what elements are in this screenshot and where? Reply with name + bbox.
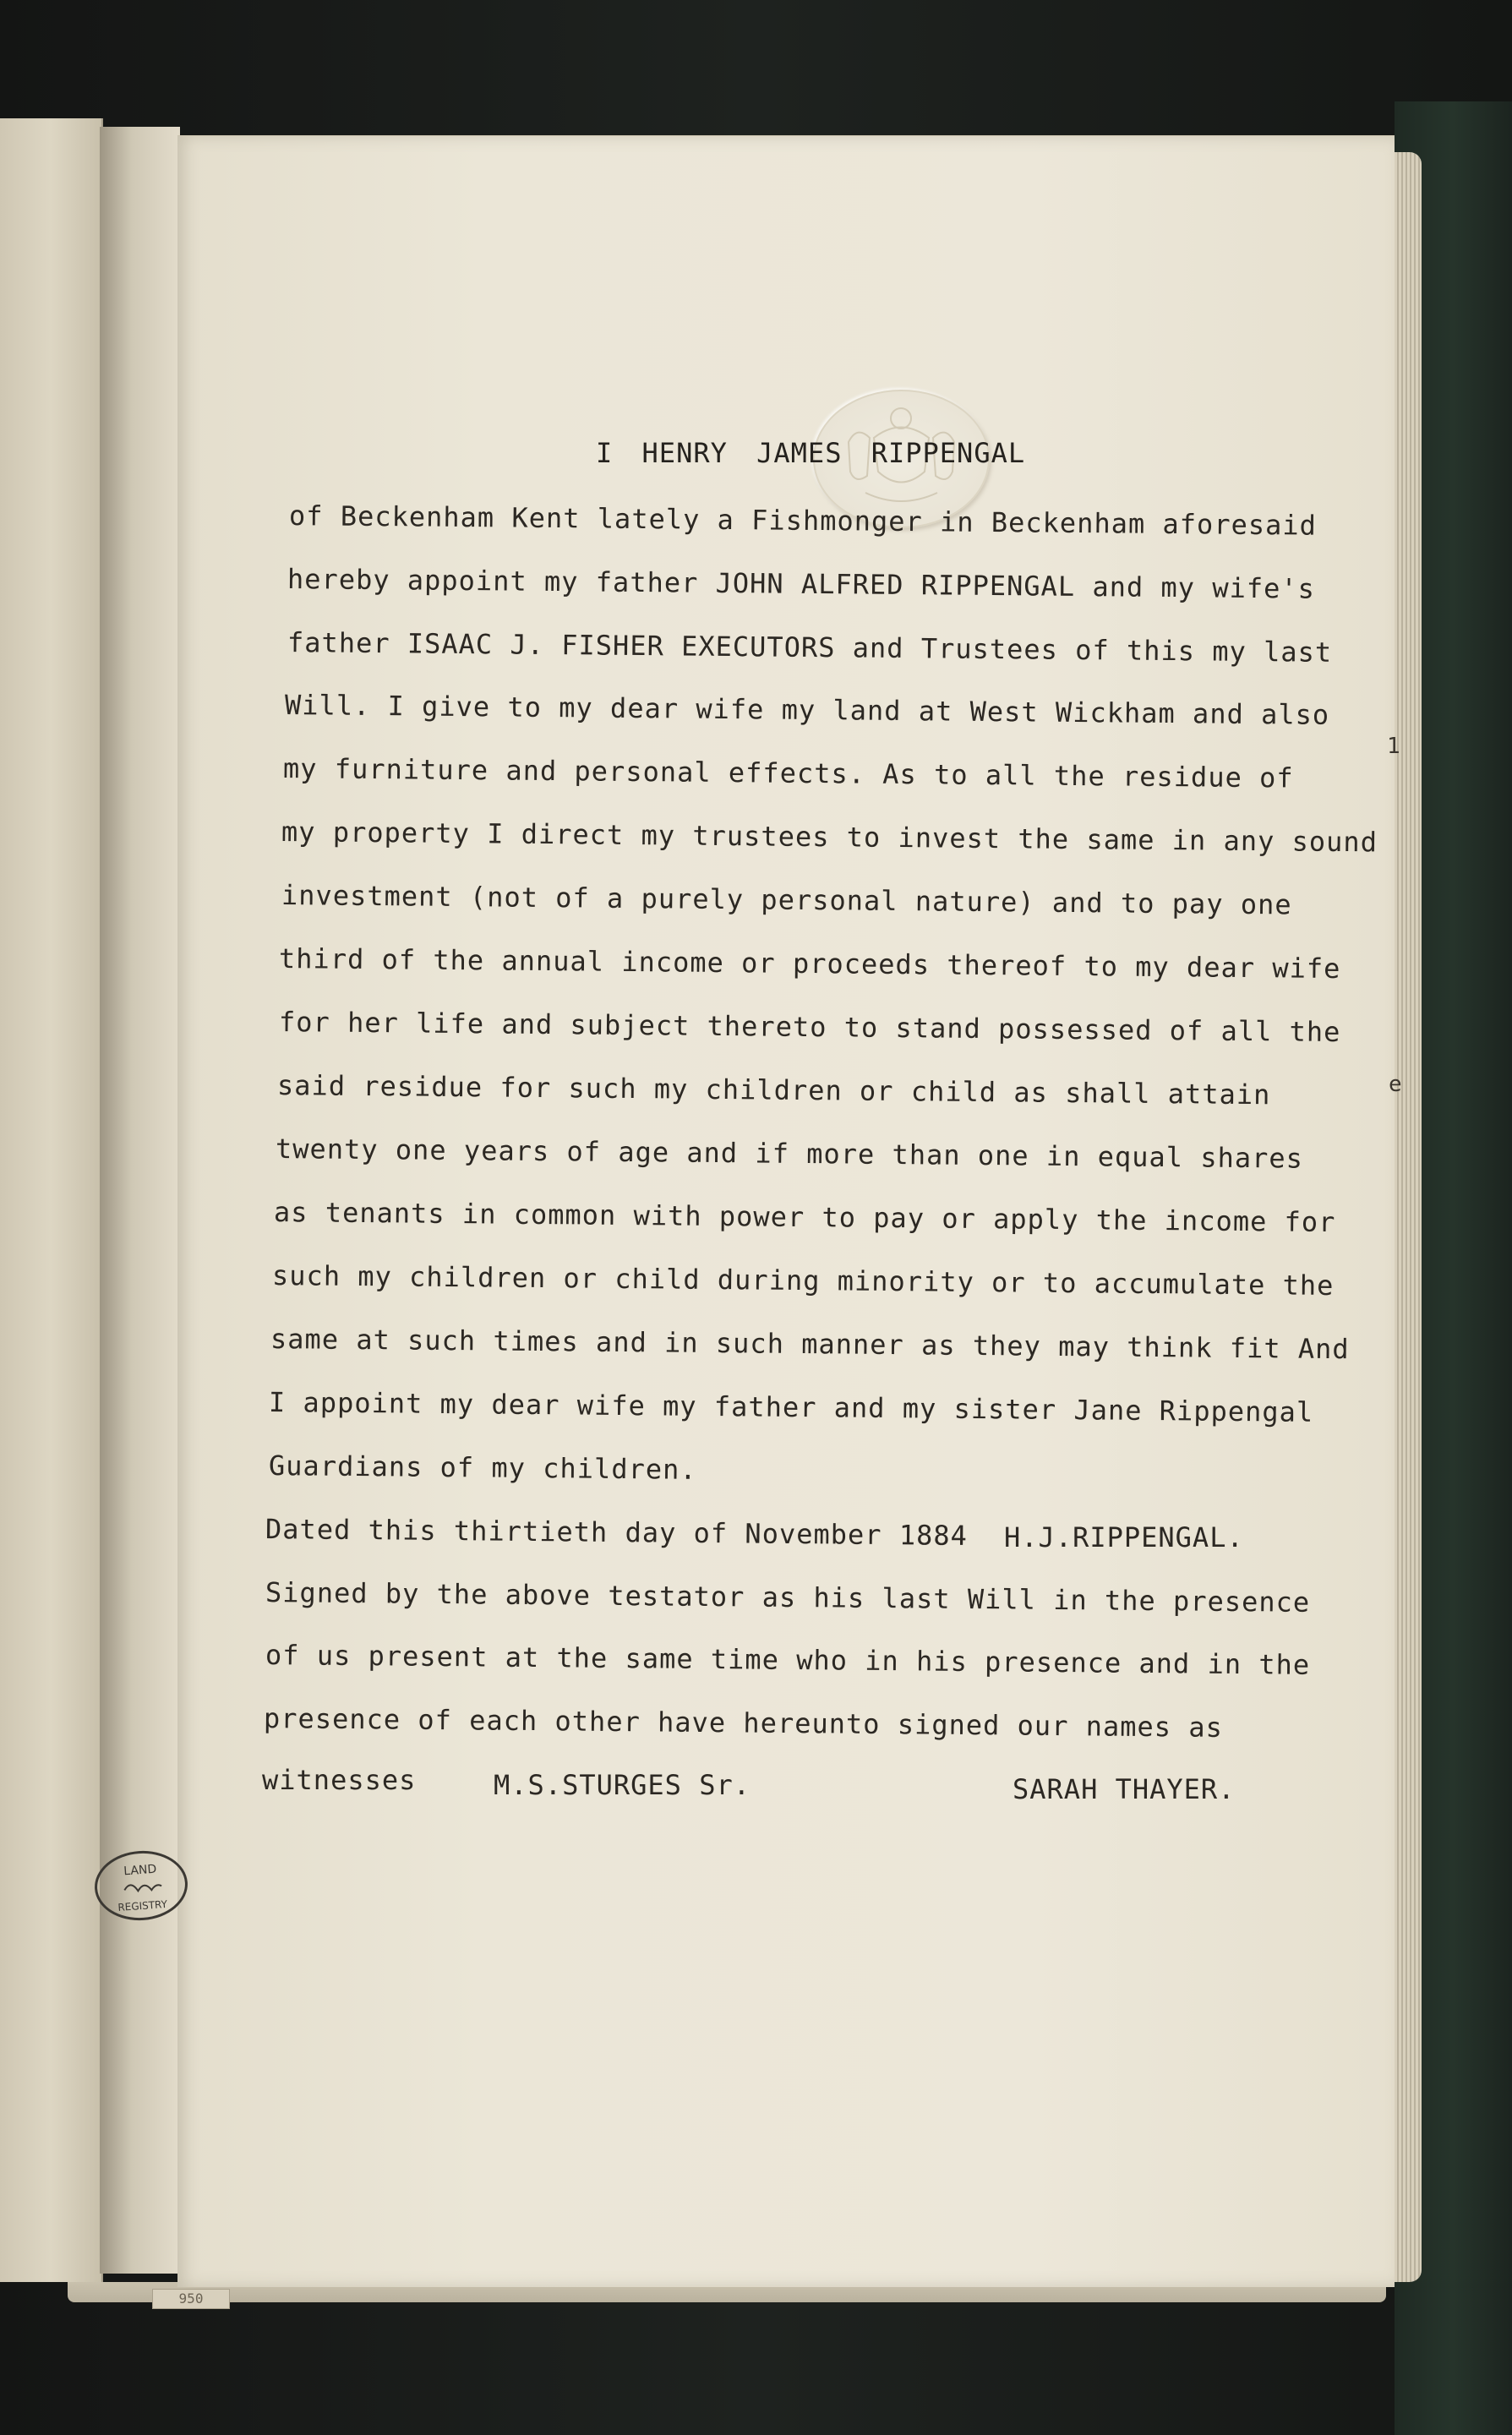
dated-line: Dated this thirtieth day of November 1884 [265,1513,969,1552]
left-page-edge [0,118,103,2282]
witness-signature: SARAH THAYER. [1013,1773,1236,1805]
will-heading: I HENRY JAMES RIPPENGAL [596,437,1026,469]
stamp-bottom-text: REGISTRY [117,1897,168,1914]
body-line: such my children or child during minority or to accumulate the [271,1259,1335,1302]
body-line: same at such times and in such manner as they may think fit And [270,1323,1350,1366]
stamp-top-text: LAND [123,1862,157,1879]
attestation-line: presence of each other have hereunto signed our names as [263,1702,1224,1744]
witnesses-label: witnesses [262,1764,417,1796]
body-line: third of the annual income or proceeds thereof to my dear wife [278,942,1341,985]
body-line: my property I direct my trustees to invest the same in any sound [281,816,1378,859]
body-line: hereby appoint my father JOHN ALFRED RIPPENGAL and my wife's [287,563,1316,605]
testator-signature: H.J.RIPPENGAL. [1004,1521,1244,1553]
attestation-line: of us present at the same time who in his presence and in the [265,1639,1311,1681]
body-line: twenty one years of age and if more than one in equal shares [275,1133,1304,1175]
body-line: investment (not of a purely personal nature) and to pay one [281,879,1292,921]
footer-page-tab: 950 [152,2289,230,2309]
body-line: my furniture and personal effects. As to all the residue of [282,752,1294,794]
body-line: father ISAAC J. FISHER EXECUTORS and Trustees of this my last [287,626,1333,669]
land-registry-stamp-icon [92,1848,189,1923]
body-line: I appoint my dear wife my father and my sister Jane Rippengal [268,1386,1314,1428]
margin-mark: 1 [1387,734,1400,759]
body-line: as tenants in common with power to pay or apply the income for [273,1196,1336,1239]
body-line: Guardians of my children. [268,1450,697,1486]
book-gutter [100,127,180,2274]
body-line: of Beckenham Kent lately a Fishmonger in Beckenham aforesaid [288,500,1318,542]
attestation-line: Signed by the above testator as his last Will in the presence [265,1576,1311,1619]
body-line: Will. I give to my dear wife my land at West Wickham and also [284,689,1330,731]
body-line: for her life and subject thereto to stand possessed of all the [278,1006,1341,1049]
body-line: said residue for such my children or child as shall attain [276,1069,1271,1111]
margin-mark: e [1389,1072,1402,1097]
witness-signature: M.S.STURGES Sr. [494,1769,751,1801]
